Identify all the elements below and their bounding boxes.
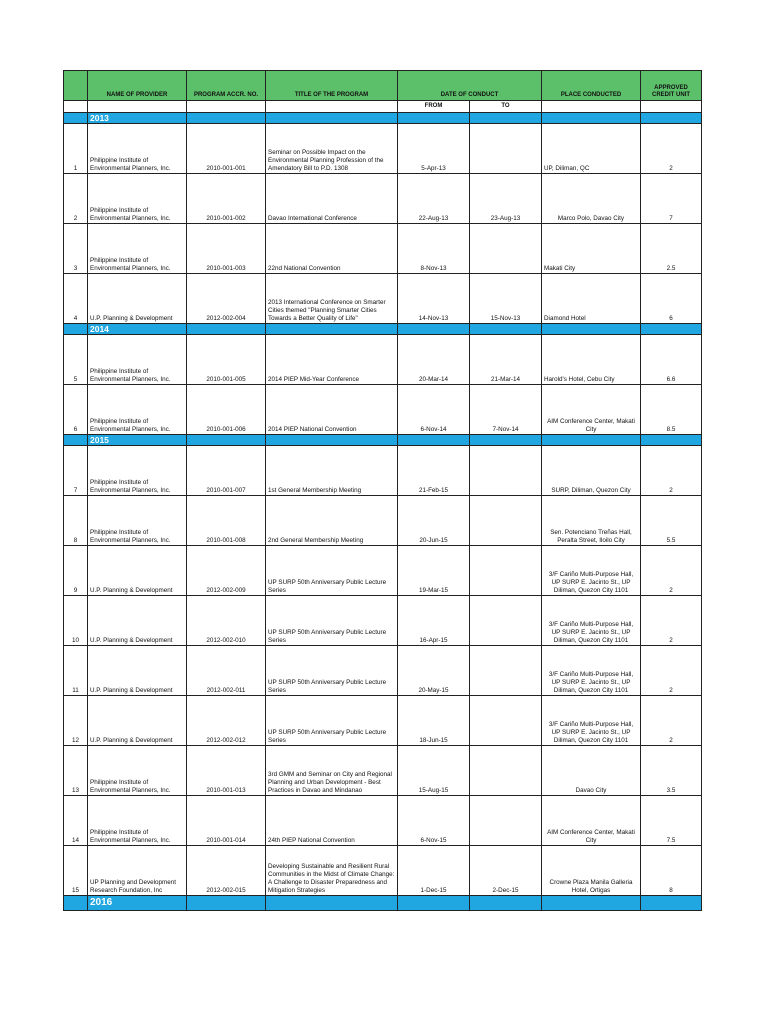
place-conducted: Sen. Potenciano Treñas Hall, Peralta Street, Iloilo City xyxy=(542,496,641,546)
date-from: 14-Nov-13 xyxy=(398,274,470,324)
header-place: PLACE CONDUCTED xyxy=(542,71,641,101)
year-label: 2014 xyxy=(88,324,187,335)
table-row xyxy=(64,746,702,796)
credit-unit: 2 xyxy=(641,124,702,174)
provider-name: U.P. Planning & Development xyxy=(88,596,187,646)
row-number: 1 xyxy=(64,124,88,174)
accreditation-number: 2010-001-013 xyxy=(187,746,266,796)
date-to xyxy=(470,796,542,846)
year-section-row xyxy=(64,435,702,446)
credit-unit: 5.5 xyxy=(641,496,702,546)
row-number: 13 xyxy=(64,746,88,796)
year-section-row xyxy=(64,113,702,124)
credit-units-table xyxy=(63,70,702,911)
accreditation-number: 2010-001-005 xyxy=(187,335,266,385)
date-to xyxy=(470,646,542,696)
program-title: 2nd General Membership Meeting xyxy=(266,496,398,546)
date-to xyxy=(470,124,542,174)
year-section-row xyxy=(64,324,702,335)
date-from: 16-Apr-15 xyxy=(398,596,470,646)
table-row xyxy=(64,696,702,746)
program-title: 22nd National Convention xyxy=(266,224,398,274)
date-to xyxy=(470,546,542,596)
table-row xyxy=(64,335,702,385)
accreditation-number: 2010-001-002 xyxy=(187,174,266,224)
table-row xyxy=(64,796,702,846)
provider-name: Philippine Institute of Environmental Planners, Inc. xyxy=(88,796,187,846)
header-provider: NAME OF PROVIDER xyxy=(88,71,187,101)
date-to xyxy=(470,446,542,496)
table-row xyxy=(64,496,702,546)
credit-unit: 8.5 xyxy=(641,385,702,435)
table-row xyxy=(64,446,702,496)
row-number: 3 xyxy=(64,224,88,274)
place-conducted: Harold's Hotel, Cebu City xyxy=(542,335,641,385)
place-conducted: SURP, Diliman, Quezon City xyxy=(542,446,641,496)
accreditation-number: 2012-002-012 xyxy=(187,696,266,746)
program-title: UP SURP 50th Anniversary Public Lecture Series xyxy=(266,546,398,596)
provider-name: U.P. Planning & Development xyxy=(88,646,187,696)
program-title: Seminar on Possible Impact on the Environmental Planning Profession of the Amendatory Bill to P.D. 1308 xyxy=(266,124,398,174)
program-title: UP SURP 50th Anniversary Public Lecture Series xyxy=(266,696,398,746)
provider-name: Philippine Institute of Environmental Planners, Inc. xyxy=(88,746,187,796)
credit-unit: 2.5 xyxy=(641,224,702,274)
credit-unit: 2 xyxy=(641,596,702,646)
date-from: 21-Feb-15 xyxy=(398,446,470,496)
date-from: 20-Jun-15 xyxy=(398,496,470,546)
program-title: 2014 PIEP National Convention xyxy=(266,385,398,435)
place-conducted: Crowne Plaza Manila Galleria Hotel, Ortigas xyxy=(542,846,641,896)
provider-name: Philippine Institute of Environmental Planners, Inc. xyxy=(88,335,187,385)
program-title: 3rd GMM and Seminar on City and Regional Planning and Urban Development - Best Practices in Davao and Mindanao xyxy=(266,746,398,796)
place-conducted: 3/F Cariño Multi-Purpose Hall, UP SURP E. Jacinto St., UP Diliman, Quezon City 1101 xyxy=(542,546,641,596)
accreditation-number: 2010-001-003 xyxy=(187,224,266,274)
date-to xyxy=(470,596,542,646)
credit-unit: 2 xyxy=(641,696,702,746)
subheader-row xyxy=(64,101,702,113)
date-from: 1-Dec-15 xyxy=(398,846,470,896)
row-number: 8 xyxy=(64,496,88,546)
date-from: 5-Apr-13 xyxy=(398,124,470,174)
place-conducted: 3/F Cariño Multi-Purpose Hall, UP SURP E. Jacinto St., UP Diliman, Quezon City 1101 xyxy=(542,696,641,746)
header-credit-unit: APPROVED CREDIT UNIT xyxy=(641,71,702,101)
place-conducted: Marco Polo, Davao City xyxy=(542,174,641,224)
row-number: 15 xyxy=(64,846,88,896)
place-conducted: Davao City xyxy=(542,746,641,796)
date-from: 6-Nov-14 xyxy=(398,385,470,435)
program-title: 2014 PIEP Mid-Year Conference xyxy=(266,335,398,385)
table-row xyxy=(64,124,702,174)
credit-unit: 2 xyxy=(641,446,702,496)
date-to xyxy=(470,496,542,546)
row-number: 11 xyxy=(64,646,88,696)
provider-name: Philippine Institute of Environmental Planners, Inc. xyxy=(88,446,187,496)
table-row xyxy=(64,224,702,274)
place-conducted: 3/F Cariño Multi-Purpose Hall, UP SURP E. Jacinto St., UP Diliman, Quezon City 1101 xyxy=(542,646,641,696)
row-number: 7 xyxy=(64,446,88,496)
place-conducted: Diamond Hotel xyxy=(542,274,641,324)
date-from: 22-Aug-13 xyxy=(398,174,470,224)
accreditation-number: 2012-002-009 xyxy=(187,546,266,596)
accreditation-number: 2012-002-015 xyxy=(187,846,266,896)
header-title: TITLE OF THE PROGRAM xyxy=(266,71,398,101)
place-conducted: UP, Diliman, QC xyxy=(542,124,641,174)
header-accr-no: PROGRAM ACCR. NO. xyxy=(187,71,266,101)
row-number: 9 xyxy=(64,546,88,596)
header-from: FROM xyxy=(398,101,470,113)
provider-name: U.P. Planning & Development xyxy=(88,546,187,596)
date-from: 8-Nov-13 xyxy=(398,224,470,274)
row-number: 2 xyxy=(64,174,88,224)
credit-unit: 7.5 xyxy=(641,796,702,846)
accreditation-number: 2012-002-011 xyxy=(187,646,266,696)
program-title: 24th PIEP National Convention xyxy=(266,796,398,846)
credit-unit: 3.5 xyxy=(641,746,702,796)
row-number: 10 xyxy=(64,596,88,646)
provider-name: Philippine Institute of Environmental Planners, Inc. xyxy=(88,385,187,435)
place-conducted: AIM Conference Center, Makati City xyxy=(542,796,641,846)
row-number: 12 xyxy=(64,696,88,746)
accreditation-number: 2010-001-001 xyxy=(187,124,266,174)
date-from: 20-Mar-14 xyxy=(398,335,470,385)
table-row xyxy=(64,846,702,896)
program-title: UP SURP 50th Anniversary Public Lecture Series xyxy=(266,646,398,696)
date-from: 6-Nov-15 xyxy=(398,796,470,846)
year-section-row xyxy=(64,896,702,911)
year-label: 2013 xyxy=(88,113,187,124)
accreditation-number: 2012-002-004 xyxy=(187,274,266,324)
provider-name: U.P. Planning & Development xyxy=(88,696,187,746)
date-from: 20-May-15 xyxy=(398,646,470,696)
table-row xyxy=(64,596,702,646)
program-title: 1st General Membership Meeting xyxy=(266,446,398,496)
row-number: 4 xyxy=(64,274,88,324)
program-title: 2013 International Conference on Smarter Cities themed "Planning Smarter Cities Towards a Better Quality of Life" xyxy=(266,274,398,324)
provider-name: Philippine Institute of Environmental Planners, Inc. xyxy=(88,224,187,274)
date-to xyxy=(470,696,542,746)
provider-name: U.P. Planning & Development xyxy=(88,274,187,324)
program-title: Davao International Conference xyxy=(266,174,398,224)
date-to: 2-Dec-15 xyxy=(470,846,542,896)
table-row xyxy=(64,274,702,324)
accreditation-number: 2010-001-014 xyxy=(187,796,266,846)
credit-unit: 7 xyxy=(641,174,702,224)
accreditation-number: 2012-002-010 xyxy=(187,596,266,646)
accreditation-number: 2010-001-006 xyxy=(187,385,266,435)
date-to: 7-Nov-14 xyxy=(470,385,542,435)
date-to xyxy=(470,224,542,274)
credit-unit: 8 xyxy=(641,846,702,896)
date-from: 15-Aug-15 xyxy=(398,746,470,796)
year-label: 2015 xyxy=(88,435,187,446)
credit-unit: 2 xyxy=(641,646,702,696)
credit-unit: 6.6 xyxy=(641,335,702,385)
table-row xyxy=(64,546,702,596)
provider-name: Philippine Institute of Environmental Planners, Inc. xyxy=(88,174,187,224)
table-row xyxy=(64,385,702,435)
table-row xyxy=(64,174,702,224)
date-from: 18-Jun-15 xyxy=(398,696,470,746)
program-title: Developing Sustainable and Resilient Rural Communities in the Midst of Climate Change: A Challenge to Disaster Preparedness and Mitigation Strategies xyxy=(266,846,398,896)
header-to: TO xyxy=(470,101,542,113)
year-label: 2016 xyxy=(88,896,187,911)
date-to: 23-Aug-13 xyxy=(470,174,542,224)
accreditation-number: 2010-001-007 xyxy=(187,446,266,496)
date-to: 15-Nov-13 xyxy=(470,274,542,324)
row-number: 14 xyxy=(64,796,88,846)
provider-name: Philippine Institute of Environmental Planners, Inc. xyxy=(88,496,187,546)
provider-name: Philippine Institute of Environmental Planners, Inc. xyxy=(88,124,187,174)
place-conducted: 3/F Cariño Multi-Purpose Hall, UP SURP E. Jacinto St., UP Diliman, Quezon City 1101 xyxy=(542,596,641,646)
header-date-of-conduct: DATE OF CONDUCT xyxy=(398,71,542,101)
header-row xyxy=(64,71,702,101)
place-conducted: AIM Conference Center, Makati City xyxy=(542,385,641,435)
row-number: 6 xyxy=(64,385,88,435)
date-to xyxy=(470,746,542,796)
table-row xyxy=(64,646,702,696)
date-to: 21-Mar-14 xyxy=(470,335,542,385)
credit-unit: 6 xyxy=(641,274,702,324)
header-no xyxy=(64,71,88,101)
program-title: UP SURP 50th Anniversary Public Lecture Series xyxy=(266,596,398,646)
credit-unit: 2 xyxy=(641,546,702,596)
provider-name: UP Planning and Development Research Foundation, Inc xyxy=(88,846,187,896)
place-conducted: Makati City xyxy=(542,224,641,274)
accreditation-number: 2010-001-008 xyxy=(187,496,266,546)
date-from: 19-Mar-15 xyxy=(398,546,470,596)
row-number: 5 xyxy=(64,335,88,385)
